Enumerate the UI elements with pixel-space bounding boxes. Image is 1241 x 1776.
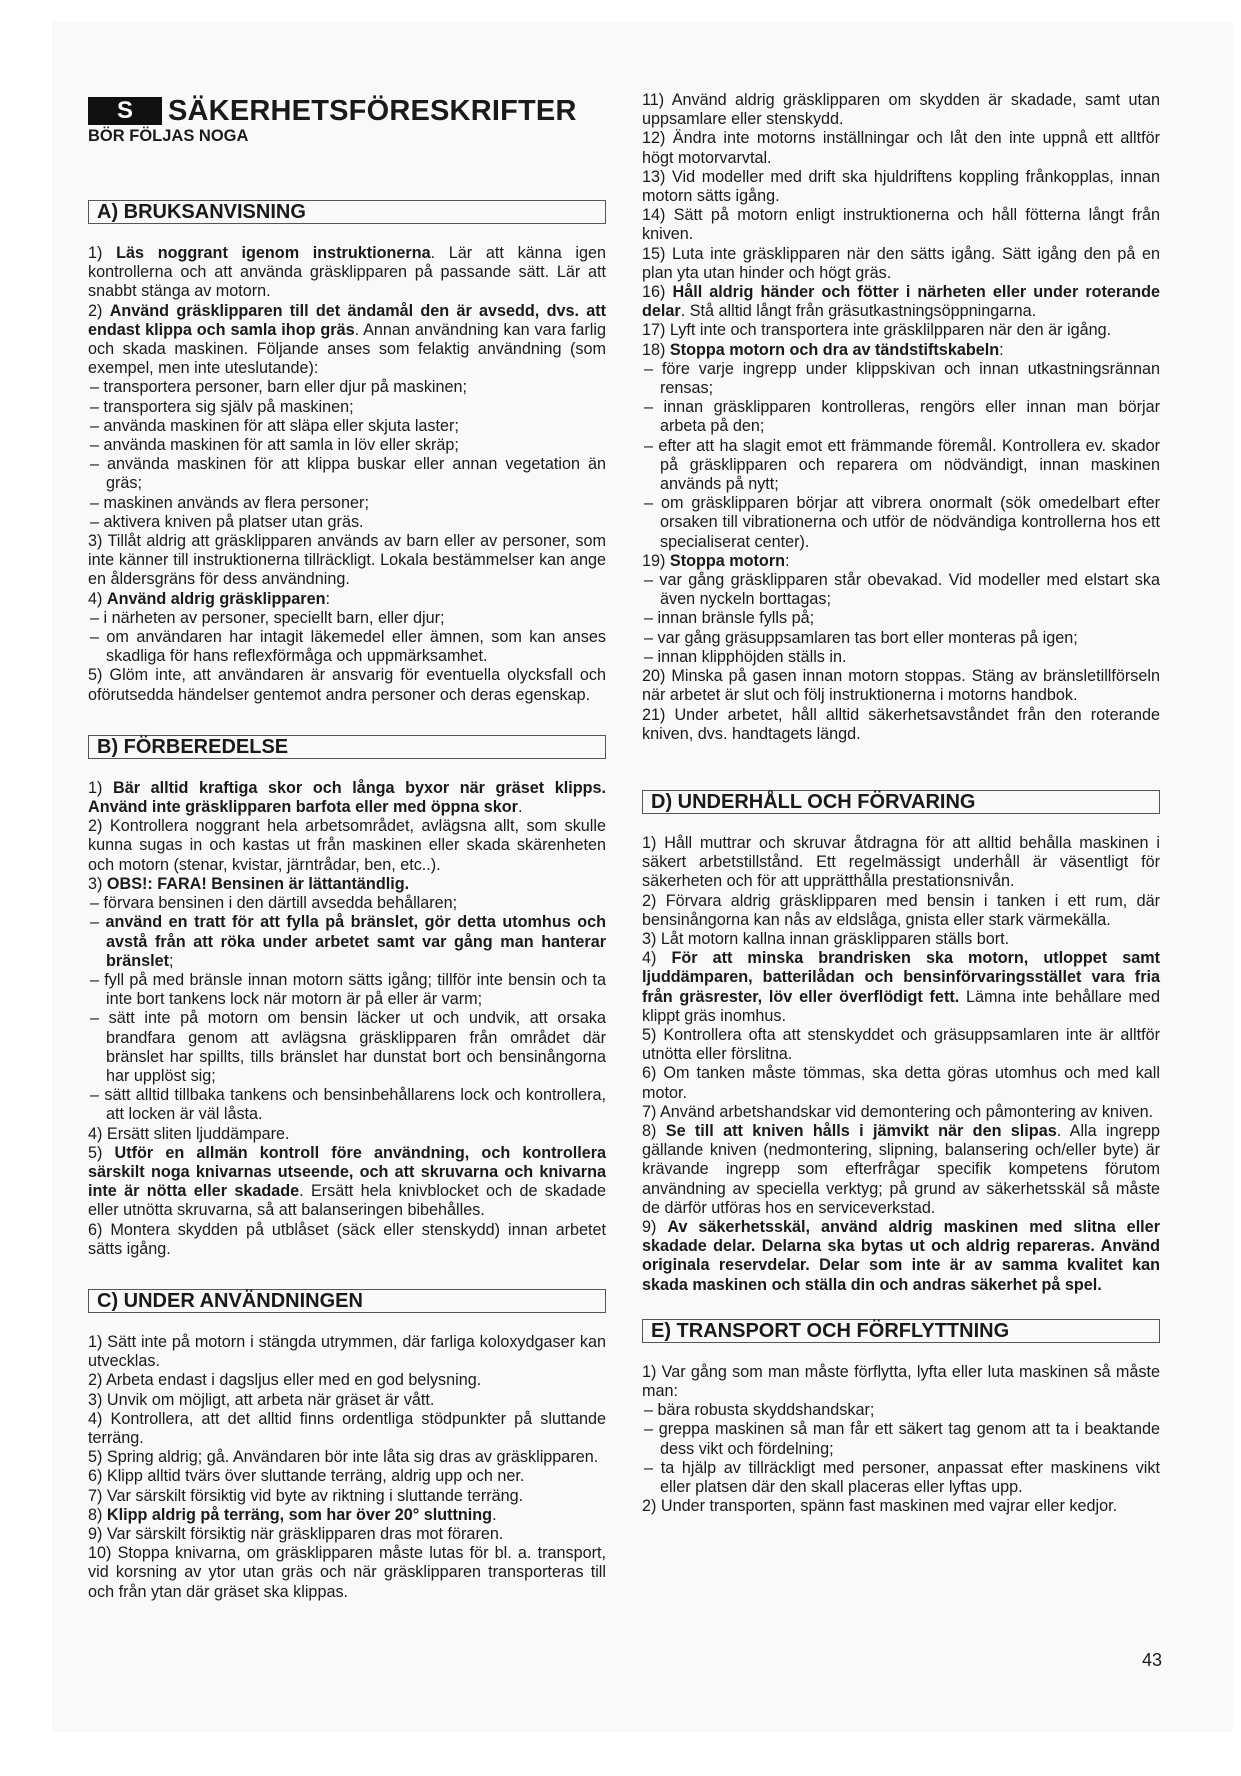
right-column (642, 91, 1160, 1516)
section-d-item: 7) Använd arbetshandskar vid demontering och påmontering av kniven. (642, 1102, 1154, 1121)
section-a-item: 2) Använd gräsklipparen till det ändamål den är avsedd, dvs. att endast klippa och samla ihop gräs. Annan användning kan vara farlig och skada maskinen. Följande anses som felaktig användning (som exempel, men inte uteslutande): (88, 301, 607, 378)
section-e-item: 1) Var gång som man måste förflytta, lyfta eller luta maskinen så måste man: (642, 1362, 1160, 1400)
section-c-dash: – var gång gräsuppsamlaren tas bort eller monteras på igen; (644, 628, 1078, 647)
section-c-dash: – före varje ingrepp under klippskivan och innan utkastningsrännan rensas; (644, 359, 1160, 398)
section-b-dash: – använd en tratt för att fylla på bränslet, gör detta utomhus och avstå från att röka under arbetet samt var gång man hanterar bränslet; (90, 913, 606, 970)
page-number: 43 (1142, 1650, 1163, 1670)
section-d-item: 9) Av säkerhetsskäl, använd aldrig maskinen med slitna eller skadade delar. Delarna ska bytas ut och aldrig repareras. Använd originala reservdelar. Delar som inte är av samma kvalitet kan skada maskinen och ställa din och andras säkerhet på spel. (642, 1217, 1160, 1294)
section-c-item: 12) Ändra inte motorns inställningar och låt den inte uppnå ett alltför högt motorvarvtal. (642, 129, 1160, 167)
section-d-item: 8) Se till att kniven hålls i jämvikt när den slipas. Alla ingrepp gällande kniven (nedmontering, slipning, balansering och/eller byte) är krävande ingrepp som efterfrågar specifik kompetens förutom användning av speciella verktyg; på grund av säkerhetsskäl så måste de därför utföras hos en serviceverkstad. (642, 1121, 1161, 1217)
section-d-item: 6) Om tanken måste tömmas, ska detta göras utomhus och med kall motor. (642, 1064, 1160, 1102)
section-b-dash: – sätt alltid tillbaka tankens och bensinbehållarens lock och kontrollera, att locken är väl låsta. (90, 1086, 606, 1124)
section-d-item: 5) Kontrollera ofta att stenskyddet och gräsuppsamlaren inte är alltför utnötta eller förslitna. (642, 1025, 1160, 1064)
section-c-item: 20) Minska på gasen innan motorn stoppas. Stäng av bränsletillförseln när arbetet är slut och följ instruktionerna i motorns handbok. (642, 667, 1160, 705)
section-c-dash: – innan bränsle fylls på; (644, 609, 815, 628)
section-b-dash: – fyll på med bränsle innan motorn sätts igång; tillför inte bensin och ta inte bort tankens lock när motorn är på eller är varm; (90, 970, 606, 1009)
section-c-item: 21) Under arbetet, håll alltid säkerhetsavståndet från den roterande kniven, dvs. handtagets längd. (642, 705, 1160, 743)
section-b-item: 2) Kontrollera noggrant hela arbetsområdet, avlägsna allt, som skulle kunna sugas in och kastas ut från maskinen eller skada skärenheten och motorn (stenar, kvistar, järntrådar, ben, etc..). (88, 817, 606, 874)
section-c-dash: – var gång gräsklipparen står obevakad. Vid modeller med elstart ska även nyckeln borttagas; (644, 571, 1160, 609)
section-b-dash: – sätt inte på motorn om bensin läcker ut och undvik, att orsaka brandfara genom att avlägsna gräsklipparen från området där bränslet har spillts, tills bränslet har dunstat bort och bensinångorna har upplöst sig; (90, 1009, 606, 1085)
section-c-item: 2) Arbeta endast i dagsljus eller med en god belysning. (88, 1371, 482, 1390)
section-c-item: 11) Använd aldrig gräsklipparen om skydden är skadade, samt utan uppsamlare eller stenskydd. (642, 91, 1160, 129)
section-c-heading: C) UNDER ANVÄNDNINGEN (88, 1289, 606, 1313)
section-d-item: 2) Förvara aldrig gräsklipparen med bensin i tanken i ett rum, där bensinångorna kan nås av eldslåga, gnista eller stark värmekälla. (642, 891, 1160, 929)
section-a-item: 3) Tillåt aldrig att gräsklipparen används av barn eller av personer, som inte känner till instruktionerna tillräckligt. Lokala bestämmelser kan ange en åldersgräns för dess användning. (88, 532, 606, 589)
section-c-item: 16) Håll aldrig händer och fötter i närheten eller under roterande delar. Stå alltid långt från gräsutkastningsöppningarna. (642, 283, 1160, 321)
section-c-item: 3) Unvik om möjligt, att arbeta när gräset är vått. (88, 1390, 435, 1409)
section-a-dash: – använda maskinen för att samla in löv eller skräp; (90, 436, 459, 455)
section-c-dash: – efter att ha slagit emot ett främmande föremål. Kontrollera ev. skador på gräsklipparen och reparera om nödvändigt, innan maskinen används på nytt; (644, 436, 1160, 494)
section-a-dash: – transportera personer, barn eller djur på maskinen; (90, 378, 468, 397)
section-d-heading: D) UNDERHÅLL OCH FÖRVARING (642, 790, 1160, 814)
section-b-heading: B) FÖRBEREDELSE (88, 735, 606, 759)
page-subtitle: BÖR FÖLJAS NOGA (88, 127, 249, 145)
section-a-dash: – transportera sig själv på maskinen; (90, 397, 354, 416)
section-c-item: 8) Klipp aldrig på terräng, som har över 20° sluttning. (88, 1505, 497, 1524)
section-e-heading: E) TRANSPORT OCH FÖRFLYTTNING (642, 1319, 1160, 1343)
section-a-item: 1) Läs noggrant igenom instruktionerna. Lär att känna igen kontrollerna och att använda gräsklipparen på passande sätt. Lär att snabbt stänga av motorn. (88, 244, 606, 301)
section-c-dash: – innan klipphöjden ställs in. (644, 647, 847, 666)
section-c-item: 10) Stoppa knivarna, om gräsklipparen måste lutas för bl. a. transport, vid korsning av ytor utan gräs och när gräsklipparen transporteras till och från ytan där gräset ska klippas. (88, 1544, 606, 1601)
section-e-dash: – bära robusta skyddshandskar; (644, 1401, 875, 1420)
section-e-dash: – ta hjälp av tillräckligt med personer, anpassat efter maskinens vikt eller platsen där den skall placeras eller lyftas upp. (644, 1458, 1160, 1496)
section-e-item: 2) Under transporten, spänn fast maskinen med vajrar eller kedjor. (642, 1497, 1118, 1516)
section-b-item: 6) Montera skydden på utblåset (säck eller stenskydd) innan arbetet sätts igång. (88, 1220, 606, 1258)
section-b-item: 3) OBS!: FARA! Bensinen är lättantändlig. (88, 874, 410, 893)
section-c-item: 13) Vid modeller med drift ska hjuldriftens koppling frånkopplas, innan motorn sätts igång. (642, 167, 1160, 206)
section-a-dash: – om användaren har intagit läkemedel eller ämnen, som kan anses skadliga för hans reflexförmåga och uppmärksamhet. (90, 628, 606, 666)
section-c-dash: – innan gräsklipparen kontrolleras, rengörs eller innan man börjar arbeta på den; (644, 398, 1160, 436)
section-b-item: 4) Ersätt sliten ljuddämpare. (88, 1124, 290, 1143)
section-c-dash: – om gräsklipparen börjar att vibrera onormalt (sök omedelbart efter orsaken till vibrationerna och utför de nödvändiga kontrollerna hos ett specialiserat center). (644, 494, 1160, 551)
section-b-dash: – förvara bensinen i den därtill avsedda behållaren; (90, 894, 458, 913)
section-b-item: 5) Utför en allmän kontroll före användning, och kontrollera särskilt noga knivarnas utseende, och att skruvarna och knivarna inte är nötta eller skadade. Ersätt hela knivblocket och de skadade eller utnötta skruvarna, så att balanseringen bibehålles. (88, 1143, 607, 1220)
section-a-heading: A) BRUKSANVISNING (88, 200, 606, 224)
section-c-item: 9) Var särskilt försiktig när gräsklipparen dras mot föraren. (88, 1524, 504, 1543)
section-a-item: 5) Glöm inte, att användaren är ansvarig för eventuella olycksfall och oförutsedda händelser gentemot andra personer och deras egenskap. (88, 666, 606, 704)
section-c-item: 15) Luta inte gräsklipparen när den sätts igång. Sätt igång den på en plan yta utan hinder och högt gräs. (642, 244, 1160, 282)
left-column (88, 88, 606, 1602)
section-c-item: 6) Klipp alltid tvärs över sluttande terräng, aldrig upp och ner. (88, 1467, 525, 1486)
section-d-item: 1) Håll muttrar och skruvar åtdragna för att alltid behålla maskinen i säkert arbetstillstånd. Ett regelmässigt underhåll är väsentligt för säkerheten och för att upprätthålla prestationsnivån. (642, 833, 1160, 891)
section-b-item: 1) Bär alltid kraftiga skor och långa byxor när gräset klipps. Använd inte gräsklipparen barfota eller med öppna skor. (88, 778, 606, 817)
section-a-dash: – i närheten av personer, speciellt barn, eller djur; (90, 608, 445, 627)
section-e-dash: – greppa maskinen så man får ett säkert tag genom att ta i beaktande dess vikt och fördelning; (644, 1420, 1160, 1458)
section-a-dash: – använda maskinen för att släpa eller skjuta laster; (90, 416, 459, 435)
section-c-item: 18) Stoppa motorn och dra av tändstiftskabeln: (642, 340, 1004, 359)
section-c-item: 19) Stoppa motorn: (642, 551, 790, 570)
language-badge: S (88, 97, 162, 125)
section-d-item: 4) För att minska brandrisken ska motorn, utloppet samt ljuddämparen, batterilådan och bensinförvaringsstället vara fria från gräsrester, löv eller överflödigt fett. Lämna inte behållare med klippt gräs inomhus. (642, 949, 1161, 1025)
manual-page (52, 22, 1233, 1732)
section-a-item: 4) Använd aldrig gräsklipparen: (88, 589, 330, 608)
section-c-item: 1) Sätt inte på motorn i stängda utrymmen, där farliga koloxydgaser kan utvecklas. (88, 1332, 606, 1371)
section-a-dash: – använda maskinen för att klippa buskar eller annan vegetation än gräs; (90, 455, 606, 493)
section-c-item: 4) Kontrollera, att det alltid finns ordentliga stödpunkter på sluttande terräng. (88, 1409, 606, 1447)
section-c-item: 17) Lyft inte och transportera inte gräsklilpparen när den är igång. (642, 321, 1112, 340)
page-title: SÄKERHETSFÖRESKRIFTER (168, 95, 577, 127)
section-c-item: 5) Spring aldrig; gå. Användaren bör inte låta sig dras av gräsklipparen. (88, 1448, 599, 1467)
section-a-dash: – maskinen används av flera personer; (90, 493, 369, 512)
section-d-item: 3) Låt motorn kallna innan gräsklipparen ställs bort. (642, 929, 1010, 948)
section-a-dash: – aktivera kniven på platser utan gräs. (90, 512, 364, 531)
section-c-item: 14) Sätt på motorn enligt instruktionerna och håll fötterna långt från kniven. (642, 206, 1160, 244)
section-c-item: 7) Var särskilt försiktig vid byte av riktning i sluttande terräng. (88, 1486, 524, 1505)
